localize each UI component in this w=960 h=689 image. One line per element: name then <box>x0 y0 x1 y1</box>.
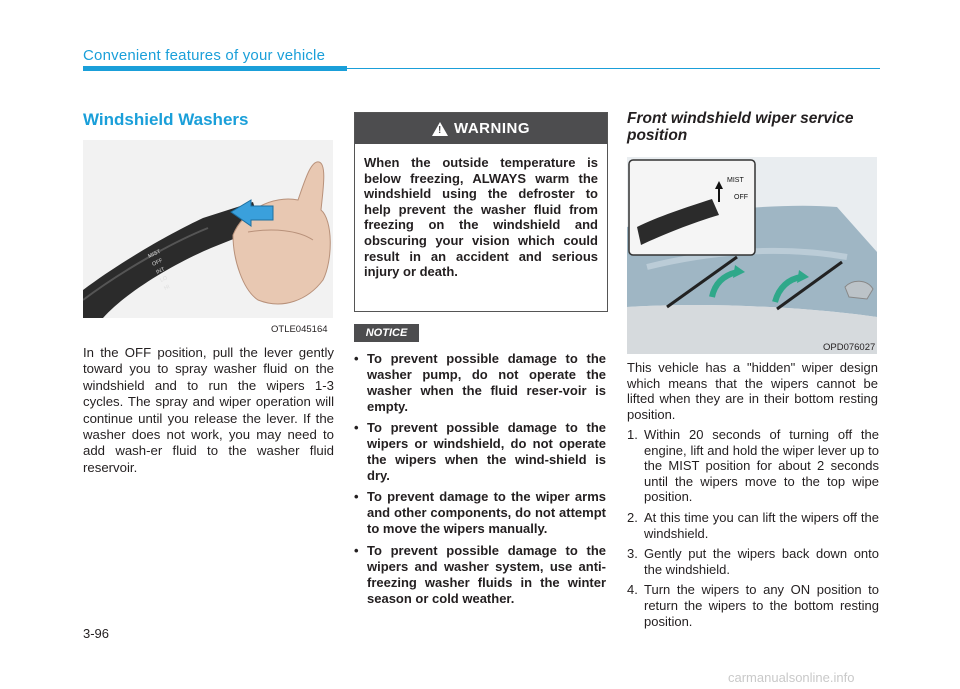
warning-text: When the outside temperature is below freezing, ALWAYS warm the windshield using the defroster to help prevent the washer fluid from freezing on the windshield and obscuring your vision which could result in an accident and serious injury or death. <box>364 155 598 280</box>
header-rule-thin <box>347 68 880 69</box>
header-rule-thick <box>83 66 347 71</box>
notice-item: • To prevent damage to the wiper arms and other components, do not attempt to move the wipers manually. <box>354 489 606 537</box>
right-image-caption: OPD076027 <box>823 342 876 353</box>
left-image-caption: OTLE045164 <box>271 324 328 335</box>
windshield-washers-heading: Windshield Washers <box>83 110 249 129</box>
step-number: 3. <box>627 546 638 562</box>
wiper-service-position-heading: Front windshield wiper service position <box>627 110 854 144</box>
windshield-wiper-illustration <box>627 157 877 354</box>
hand-pulling-lever-icon <box>83 140 333 318</box>
inset-label-off: OFF <box>734 194 748 201</box>
step-number: 1. <box>627 427 638 442</box>
notice-item: • To prevent possible damage to the wipers and washer system, use anti-freezing washer fluids in the winter season or cold weather. <box>354 543 606 607</box>
warning-title: WARNING <box>454 120 530 137</box>
service-steps-list <box>627 427 879 634</box>
step-item <box>627 510 879 541</box>
step-item <box>627 427 879 505</box>
page-number: 3-96 <box>83 626 110 641</box>
step-text: Gently put the wipers back down onto the windshield. <box>644 546 879 577</box>
step-item <box>627 582 879 629</box>
step-item <box>627 546 879 577</box>
washer-lever-illustration <box>83 140 333 318</box>
section-header: Convenient features of your vehicle <box>83 47 326 64</box>
step-number: 2. <box>627 509 638 525</box>
warning-box <box>354 112 608 312</box>
notice-badge: NOTICE <box>354 324 419 342</box>
step-text: Within 20 seconds of turning off the engine, lift and hold the wiper lever up to the MIST position for about 2 seconds until the wipers move to the top wipe position. <box>644 427 879 505</box>
warning-triangle-icon: ! <box>432 122 448 136</box>
lever-label-hi: HI <box>163 284 171 292</box>
inset-label-mist: MIST <box>727 177 744 184</box>
notice-list <box>354 351 606 612</box>
notice-item: • To prevent possible damage to the wipers or windshield, do not operate the wipers when the wind-shield is dry. <box>354 420 606 484</box>
lever-label-mist: MIST <box>147 248 162 260</box>
lever-label-int: INT <box>155 266 166 276</box>
step-number: 4. <box>627 582 638 598</box>
watermark: carmanualsonline.info <box>728 670 855 685</box>
hidden-wiper-paragraph: This vehicle has a "hidden" wiper design which means that the wipers cannot be lifted when they are in their bottom resting position. <box>627 360 878 422</box>
lever-label-off: OFF <box>151 257 164 268</box>
notice-item: • To prevent possible damage to the washer pump, do not operate the washer when the fluid reser-voir is empty. <box>354 351 606 415</box>
washer-instructions-paragraph: In the OFF position, pull the lever gently toward you to spray washer fluid on the windshield and to run the wipers 1-3 cycles. The spray and wiper operation will continue until you release the lever. If the washer does not work, you may need to add wash-er fluid to the washer fluid reservoir. <box>83 345 334 475</box>
warning-header <box>355 113 607 144</box>
step-text: At this time you can lift the wipers off the windshield. <box>644 509 879 541</box>
lever-label-lo: LO <box>159 275 169 284</box>
step-text: Turn the wipers to any ON position to return the wipers to the bottom resting position. <box>644 582 879 629</box>
windshield-wiper-icon <box>627 157 877 354</box>
